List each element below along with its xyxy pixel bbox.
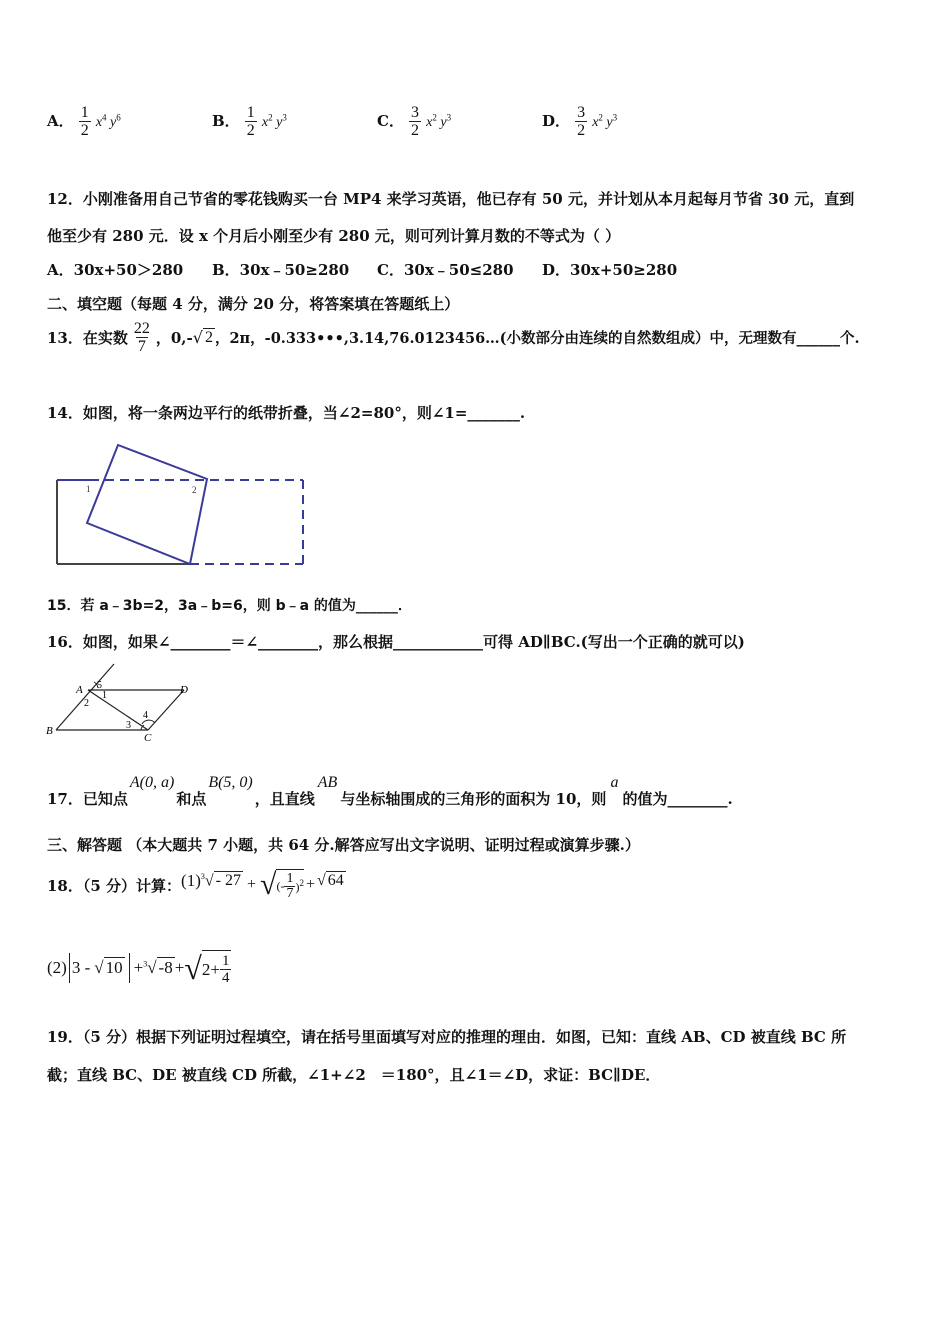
monomial: $x^2$ $y^3$ xyxy=(426,112,452,130)
abs-bar-left xyxy=(69,953,70,983)
option-letter: A． xyxy=(47,112,74,130)
q19-line1: 19．（5 分）根据下列证明过程填空，请在括号里面填写对应的推理的理由．如图，已知：直线 AB、CD 被直线 BC 所 xyxy=(47,1028,847,1046)
plus-sign: + xyxy=(246,876,257,893)
q14-text: 14．如图，将一条两边平行的纸带折叠，当∠2=80°，则∠1=_______. xyxy=(47,404,526,422)
abs-bar-right xyxy=(129,953,130,983)
q17-part4: 与坐标轴围成的三角形的面积为 10，则 xyxy=(340,790,607,808)
q17 xyxy=(47,774,733,809)
q18-sqrt64: √ 64 xyxy=(317,872,344,889)
fig-label-2: 2 xyxy=(192,485,197,495)
label-A: A xyxy=(76,684,83,696)
coefficient-fraction: $\frac{1}{2}$ xyxy=(80,104,89,139)
q12-option-c: C．30x﹣50≤280 xyxy=(377,261,514,279)
label-C: C xyxy=(144,732,152,742)
q13-sqrt-value: 2 xyxy=(204,329,213,346)
plus-sign: + xyxy=(133,958,144,977)
q18-sqrt10: √ 10 xyxy=(94,958,123,977)
q18-part2-label: (2) xyxy=(47,958,67,977)
q13-mid: ，0,- xyxy=(155,329,193,347)
q16-text: 16．如图，如果∠________＝∠________，那么根据____________可得 AD∥BC.(写出一个正确的就可以) xyxy=(47,633,745,651)
q17-line-ab: AB xyxy=(317,774,338,791)
monomial: $x^2$ $y^3$ xyxy=(592,112,618,130)
q12-line1: 12．小刚准备用自己节省的零花钱购买一台 MP4 来学习英语，他已存有 50 元，并计划从本月起每月节省 30 元，直到 xyxy=(47,190,855,208)
monomial: $x^2$ $y^3$ xyxy=(261,112,287,130)
folded-part xyxy=(87,445,207,564)
option-letter: B． xyxy=(212,112,240,130)
label-3: 3 xyxy=(126,720,131,731)
q16-figure xyxy=(44,660,204,742)
q18-cbrt1: $^3$√ - 27 xyxy=(200,871,241,890)
q13-fraction: $\frac{22}{7}$ xyxy=(133,320,150,355)
q18-abs-content: 3 - xyxy=(71,958,91,977)
q13 xyxy=(47,320,860,355)
q18-part1-label: (1) xyxy=(181,871,201,890)
q18-sqrt-mixed: √ 2+ $\frac{1}{4}$ xyxy=(184,950,230,986)
q17-point-a: A(0, a) xyxy=(129,774,175,791)
line-ac xyxy=(88,690,148,730)
fig-label-1: 1 xyxy=(86,484,91,494)
q12-option-a: A．30x+50＞280 xyxy=(47,261,184,279)
q13-prefix: 13．在实数 xyxy=(47,329,128,347)
line-cd xyxy=(148,690,184,730)
q18-sqrt-frac: √ (- $\frac{1}{7}$ )$^2$ xyxy=(260,868,304,901)
label-4: 4 xyxy=(143,710,148,721)
q19-line2: 截；直线 BC、DE 被直线 CD 所截，∠1+∠2 ＝180°，且∠1＝∠D，求证：BC∥DE． xyxy=(47,1066,661,1084)
coefficient-fraction: $\frac{3}{2}$ xyxy=(577,104,586,139)
option-letter: D． xyxy=(542,112,571,130)
q18-part2 xyxy=(47,940,231,996)
q11-option-b xyxy=(212,104,287,139)
q11-option-d xyxy=(542,104,617,139)
q18-prefix: 18．（5 分）计算： xyxy=(47,876,182,895)
section-3-heading: 三、解答题 （本大题共 7 小题，共 64 分.解答应写出文字说明、证明过程或演算步骤.） xyxy=(47,836,640,854)
label-B: B xyxy=(46,725,53,737)
monomial: $x^4$ $y^6$ xyxy=(95,112,121,130)
section-2-heading: 二、填空题（每题 4 分，满分 20 分，将答案填在答题纸上） xyxy=(47,295,460,313)
q17-var-a: a xyxy=(610,774,619,791)
q18-part1 xyxy=(47,860,346,910)
label-2: 2 xyxy=(84,698,89,709)
q17-point-b: B(5, 0) xyxy=(208,774,253,791)
option-letter: C． xyxy=(377,112,404,130)
coefficient-fraction: $\frac{1}{2}$ xyxy=(246,104,255,139)
q18-cbrt2: $^3$√ -8 xyxy=(143,958,173,977)
q11-option-a xyxy=(47,104,121,139)
q14-figure xyxy=(50,440,312,572)
q13-rest: ，2π，-0.333•••,3.14,76.0123456…(小数部分由连续的自然数组成）中，无理数有______个. xyxy=(214,330,860,347)
q12-option-b: B．30x﹣50≥280 xyxy=(212,261,350,279)
q12-line2: 他至少有 280 元．设 x 个月后小刚至少有 280 元，则可列计算月数的不等式为（ ） xyxy=(47,227,621,245)
plus-sign: + xyxy=(174,958,185,977)
sqrt-symbol: √ xyxy=(192,328,203,347)
q17-part1: 17．已知点 xyxy=(47,790,128,808)
coefficient-fraction: $\frac{3}{2}$ xyxy=(411,104,420,139)
plus-sign: + xyxy=(305,876,316,893)
q17-part3: ，且直线 xyxy=(254,790,315,808)
q12-option-d: D．30x+50≥280 xyxy=(542,261,678,279)
q15-text: 15．若 a﹣3b=2，3a﹣b=6，则 b﹣a 的值为______． xyxy=(47,598,412,614)
label-5: 5 xyxy=(97,680,102,691)
q17-part2: 和点 xyxy=(176,790,207,808)
q17-part5: 的值为________. xyxy=(622,790,733,808)
q11-option-c xyxy=(377,104,451,139)
label-D: D xyxy=(180,684,188,696)
label-1: 1 xyxy=(102,690,107,701)
